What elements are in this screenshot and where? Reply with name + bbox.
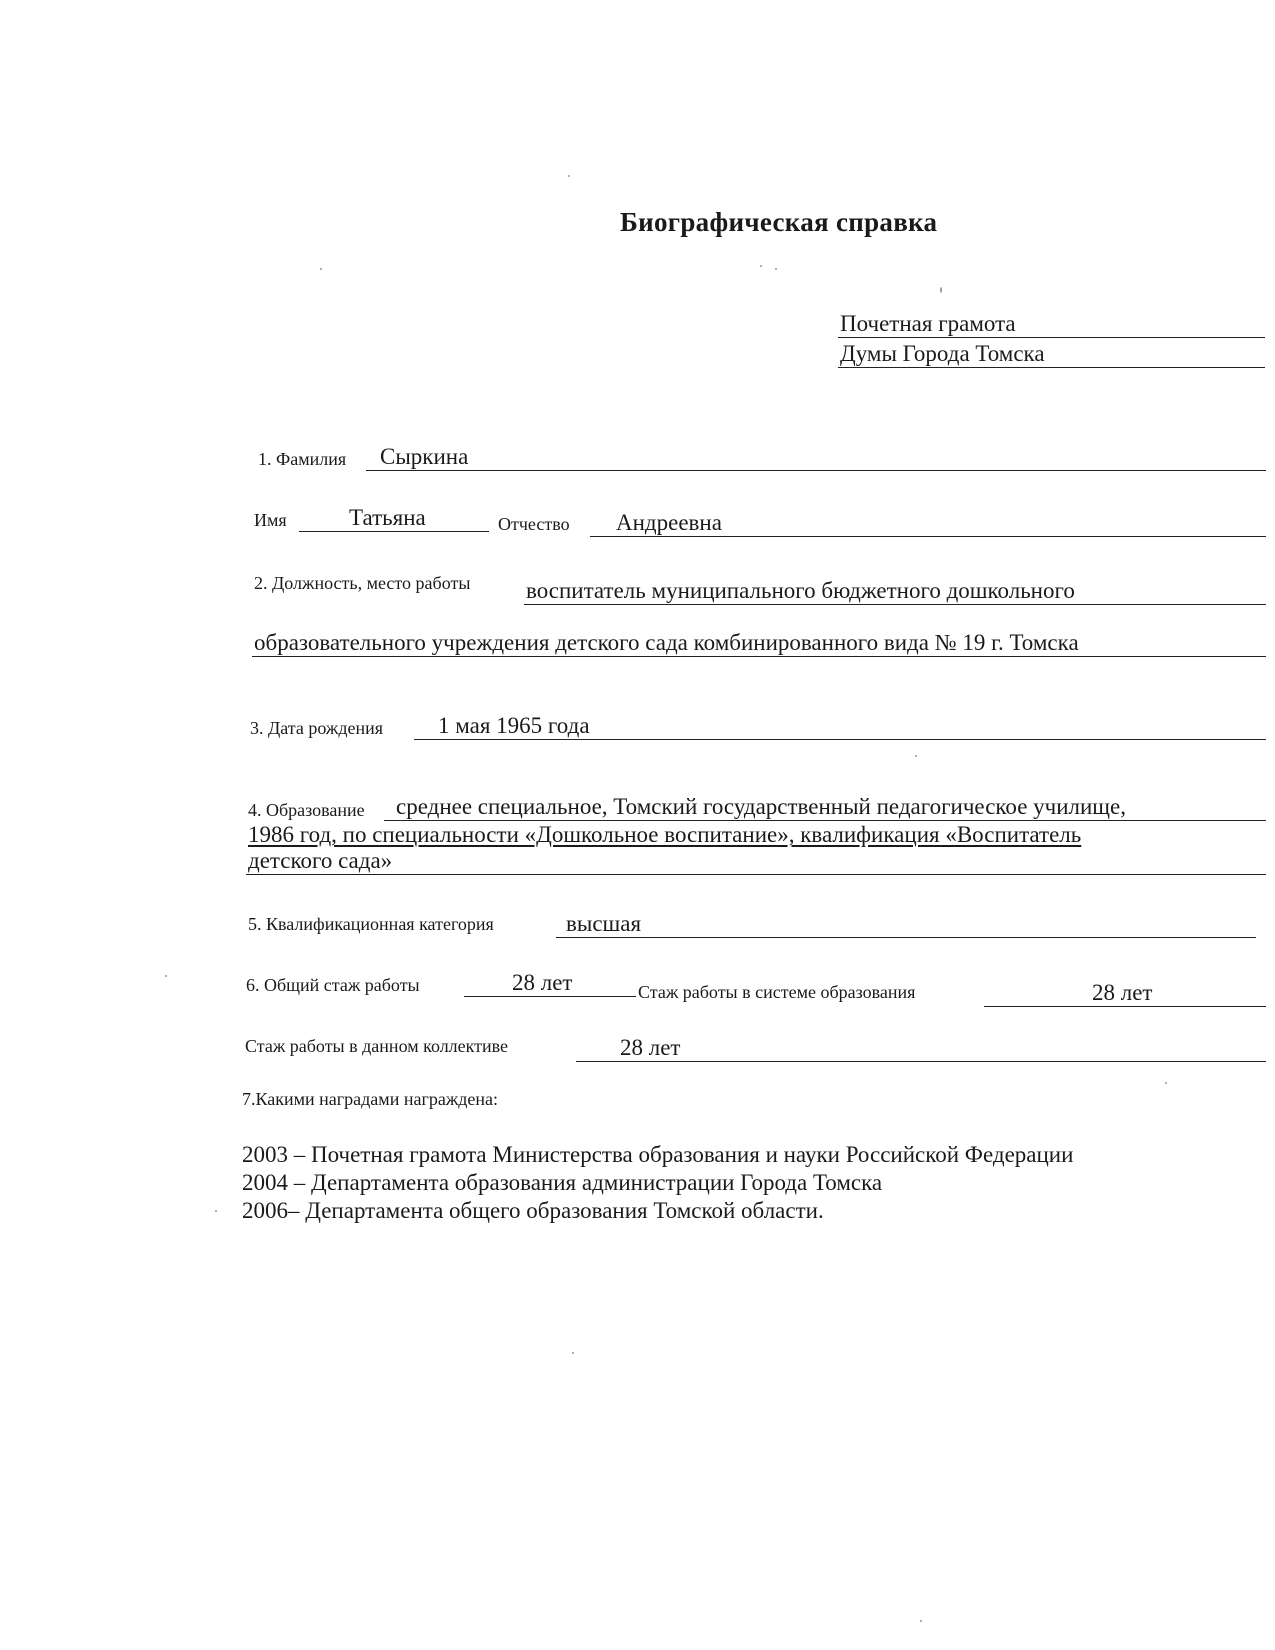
total-experience-field: 28 лет: [464, 970, 636, 997]
education-field-line3: детского сада»: [246, 848, 1266, 875]
edu-experience-field: 28 лет: [984, 980, 1266, 1007]
scan-speck: [940, 287, 942, 293]
patronymic-label: Отчество: [498, 514, 570, 534]
patronymic-field: Андреевна: [590, 510, 1266, 537]
scan-speck: [915, 755, 917, 757]
scan-speck: [1165, 1082, 1167, 1084]
total-experience-label: 6. Общий стаж работы: [246, 975, 420, 995]
education-field-line2: 1986 год, по специальности «Дошкольное воспитание», квалификация «Воспитатель: [248, 822, 1082, 847]
scan-speck: [568, 175, 570, 177]
surname-label: 1. Фамилия: [258, 449, 347, 469]
position-field-line1: воспитатель муниципального бюджетного дошкольного: [524, 578, 1266, 605]
awards-label: 7.Какими наградами награждена:: [242, 1089, 499, 1109]
birth-date-label: 3. Дата рождения: [250, 718, 384, 738]
name-label: Имя: [254, 510, 287, 530]
award-item: 2004 – Департамента образования администрации Города Томска: [242, 1170, 883, 1195]
edu-experience-label: Стаж работы в системе образования: [638, 982, 916, 1002]
document-title: Биографическая справка: [620, 207, 938, 237]
scan-speck: [215, 1210, 217, 1212]
birth-date-field: 1 мая 1965 года: [414, 713, 1266, 740]
scan-speck: [320, 268, 322, 270]
position-label: 2. Должность, место работы: [254, 573, 471, 593]
award-header-line2: Думы Города Томска: [838, 341, 1265, 368]
award-item: 2003 – Почетная грамота Министерства образования и науки Российской Федерации: [242, 1142, 1074, 1167]
category-field: высшая: [556, 911, 1256, 938]
education-label: 4. Образование: [248, 800, 365, 820]
scan-speck: [760, 265, 762, 267]
category-label: 5. Квалификационная категория: [248, 914, 494, 934]
scan-speck: [572, 1352, 574, 1354]
surname-field: Сыркина: [366, 444, 1266, 471]
scan-speck: [775, 268, 777, 270]
education-field-line1: среднее специальное, Томский государственный педагогическое училище,: [384, 794, 1266, 821]
award-item: 2006– Департамента общего образования Томской области.: [242, 1198, 824, 1223]
scan-speck: [920, 1620, 922, 1622]
award-header-line1: Почетная грамота: [838, 311, 1265, 338]
team-experience-label: Стаж работы в данном коллективе: [245, 1036, 509, 1056]
name-field: Татьяна: [299, 505, 489, 532]
position-field-line2: образовательного учреждения детского сада комбинированного вида № 19 г. Томска: [252, 630, 1266, 657]
awards-list: [242, 1141, 1073, 1225]
scan-speck: [165, 975, 167, 977]
team-experience-field: 28 лет: [576, 1035, 1266, 1062]
